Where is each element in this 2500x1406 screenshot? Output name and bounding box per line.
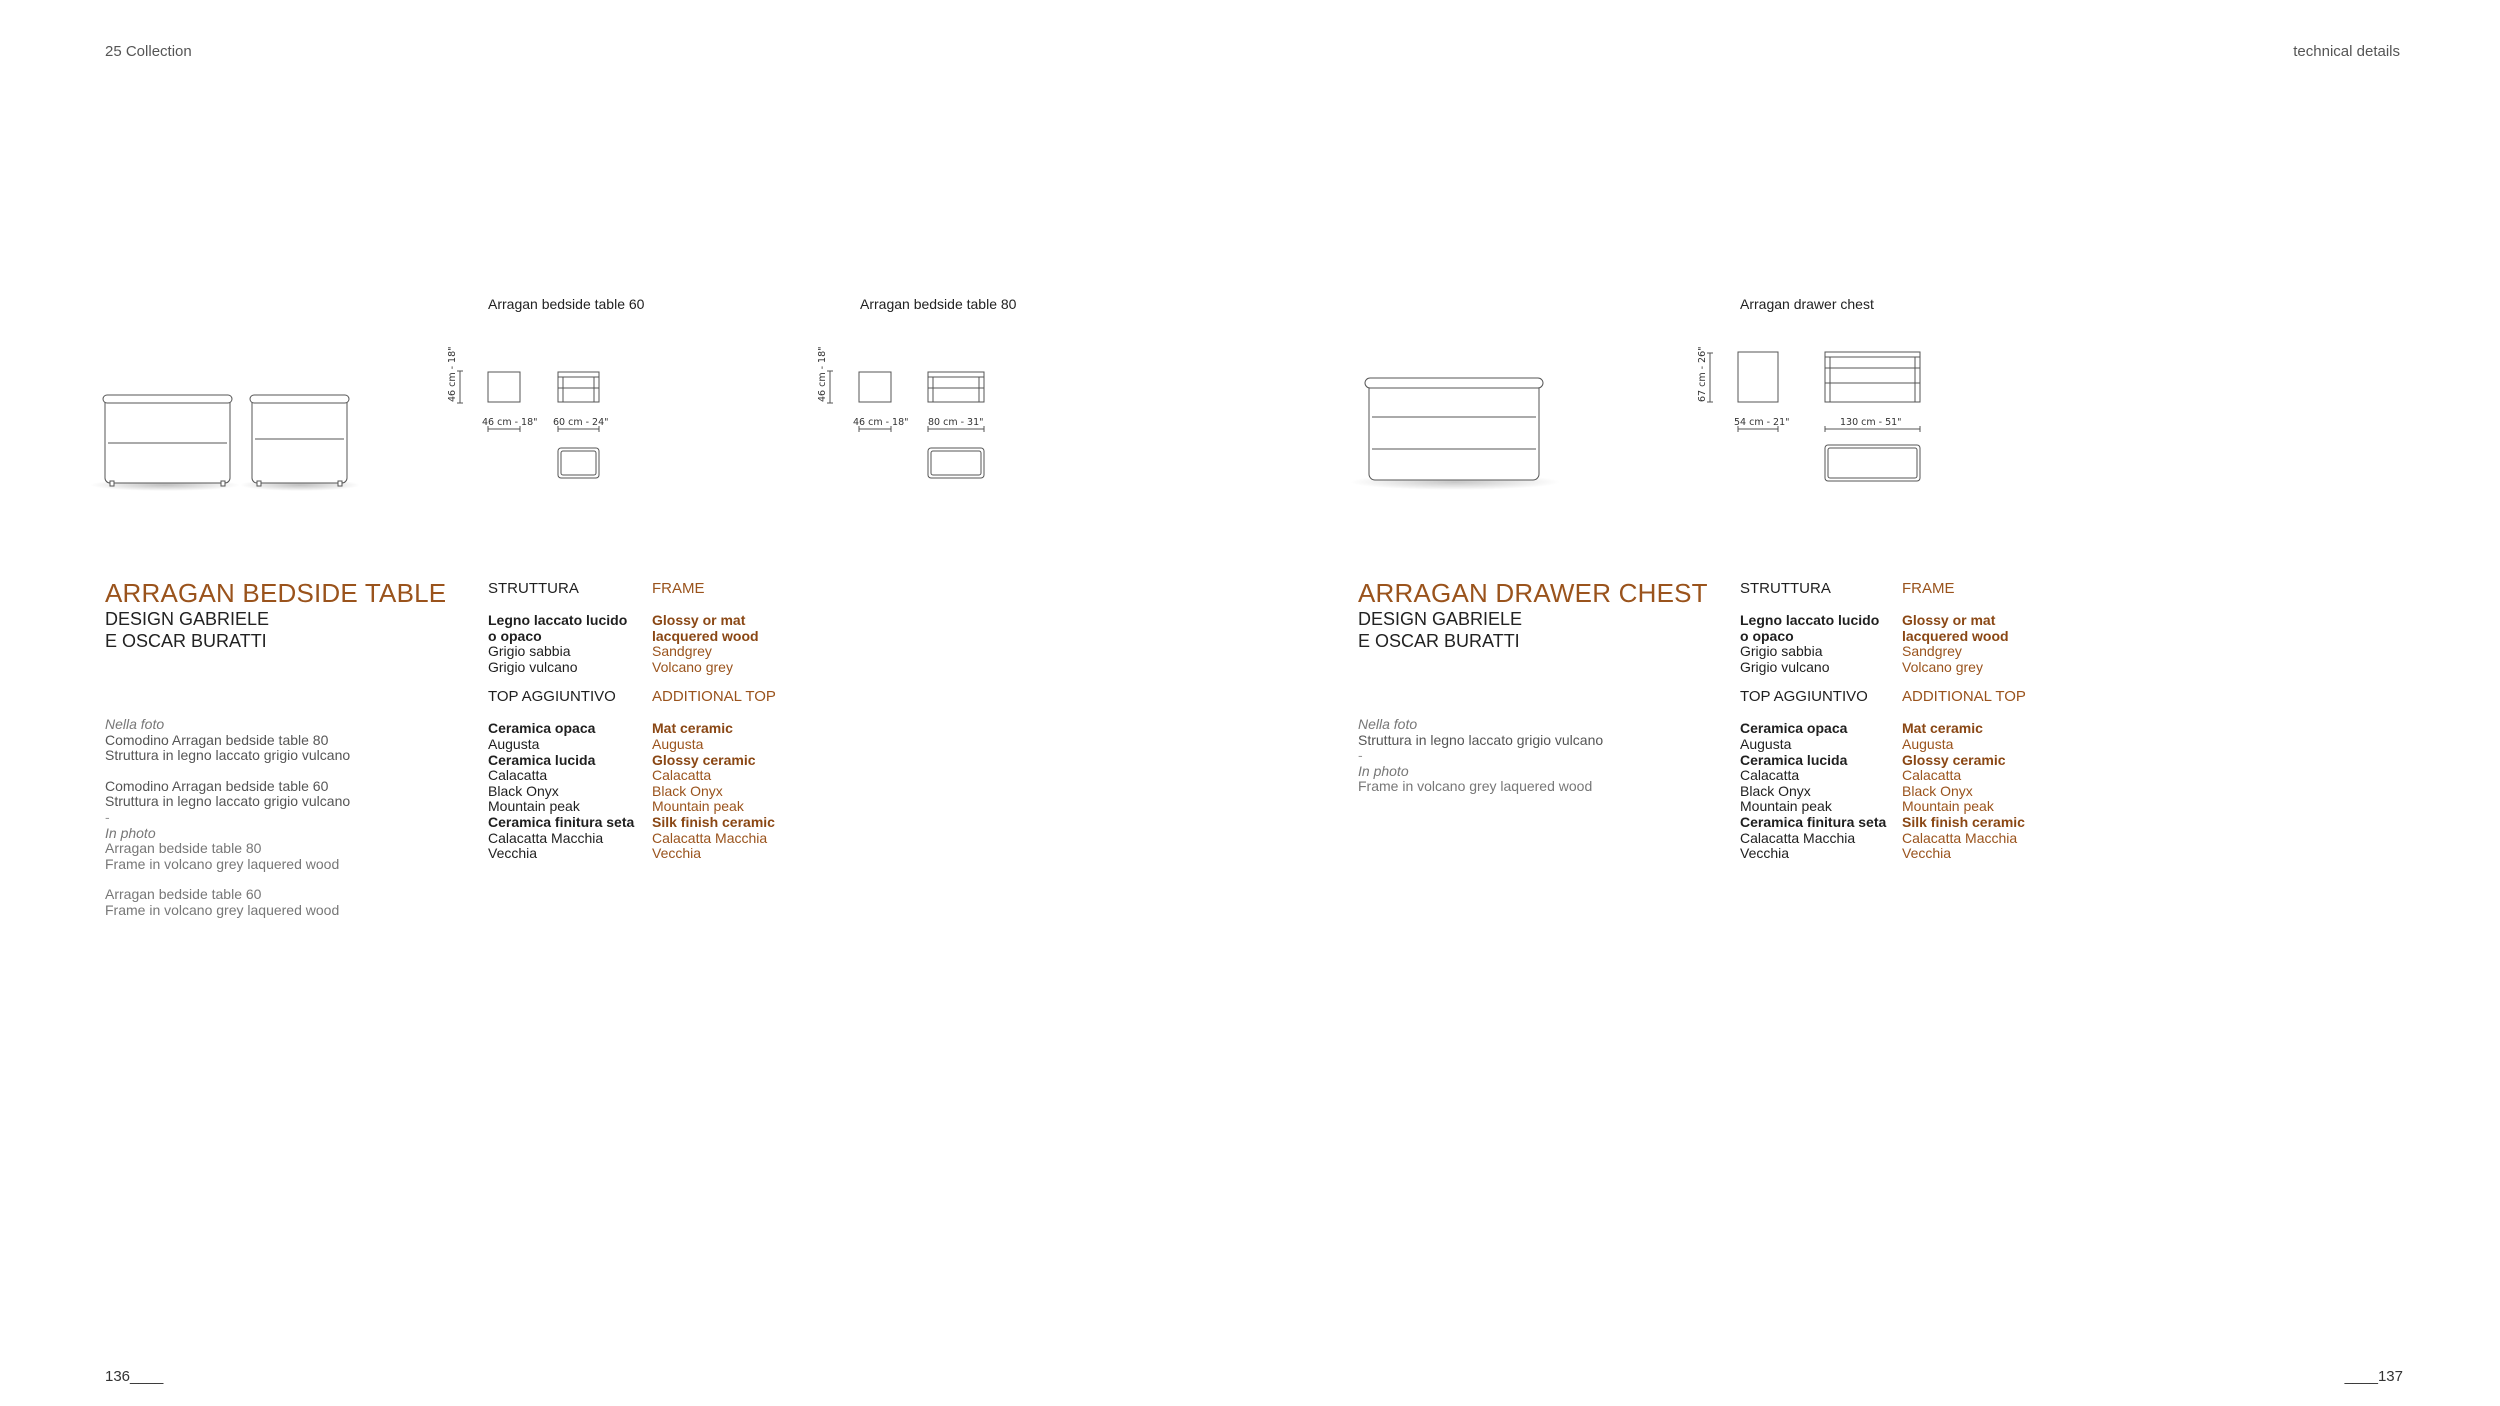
header-section: technical details (2293, 43, 2400, 60)
product-designer-drawer-chest: DESIGN GABRIELE E OSCAR BURATTI (1358, 609, 1523, 651)
dim-height-table-80: 46 cm - 18" (817, 346, 828, 402)
diagram-bedside-table-80 (815, 345, 995, 485)
photo-notes-bedside-table: Nella foto Comodino Arragan bedside table 80 Struttura in legno laccato grigio vulcano Comodino Arragan bedside table 60 Struttura in legno laccato grigio vulcano - In photo Arragan bedside table 80 Frame in volcano grey laquered wood Arragan bedside table 60 Frame in volcano grey laquered wood (105, 716, 351, 918)
diagram-caption-table-60: Arragan bedside table 60 (488, 296, 645, 312)
product-title-drawer-chest: ARRAGAN DRAWER CHEST (1358, 578, 1708, 608)
drawer-chest-photo (1345, 370, 1565, 495)
specs-english-drawer-chest: FRAME Glossy or mat lacquered wood Sandgrey Volcano grey ADDITIONAL TOP Mat ceramic Augusta Glossy ceramic Calacatta Black Onyx Mountain peak Silk finish ceramic Calacatta Macchia Vecchia (1902, 580, 2026, 862)
dim-depth-drawer-chest: 54 cm - 21" (1734, 417, 1790, 428)
dim-width-table-60: 60 cm - 24" (553, 417, 609, 428)
diagram-caption-table-80: Arragan bedside table 80 (860, 296, 1017, 312)
product-title-bedside-table: ARRAGAN BEDSIDE TABLE (105, 578, 447, 608)
page-number-left: 136____ (105, 1368, 164, 1385)
photo-notes-drawer-chest: Nella foto Struttura in legno laccato grigio vulcano - In photo Frame in volcano grey laquered wood (1358, 716, 1604, 795)
bedside-tables-photo (100, 385, 360, 495)
specs-italian-bedside-table: STRUTTURA Legno laccato lucido o opaco Grigio sabbia Grigio vulcano TOP AGGIUNTIVO Ceramica opaca Augusta Ceramica lucida Calacatta Black Onyx Mountain peak Ceramica finitura seta Calacatta Macchia Vecchia (488, 580, 635, 862)
product-designer-bedside-table: DESIGN GABRIELE E OSCAR BURATTI (105, 609, 270, 651)
header-collection: 25 Collection (105, 43, 192, 60)
dim-height-table-60: 46 cm - 18" (447, 346, 458, 402)
diagram-caption-drawer-chest: Arragan drawer chest (1740, 296, 1874, 312)
diagram-drawer-chest (1695, 345, 1935, 485)
specs-english-bedside-table: FRAME Glossy or mat lacquered wood Sandgrey Volcano grey ADDITIONAL TOP Mat ceramic Augusta Glossy ceramic Calacatta Black Onyx Mountain peak Silk finish ceramic Calacatta Macchia Vecchia (652, 580, 776, 862)
dim-width-drawer-chest: 130 cm - 51" (1840, 417, 1902, 428)
diagram-bedside-table-60 (445, 345, 625, 485)
specs-italian-drawer-chest: STRUTTURA Legno laccato lucido o opaco Grigio sabbia Grigio vulcano TOP AGGIUNTIVO Ceramica opaca Augusta Ceramica lucida Calacatta Black Onyx Mountain peak Ceramica finitura seta Calacatta Macchia Vecchia (1740, 580, 1887, 862)
dim-depth-table-80: 46 cm - 18" (853, 417, 909, 428)
page-number-right: ____137 (2344, 1368, 2403, 1385)
dim-width-table-80: 80 cm - 31" (928, 417, 984, 428)
dim-height-drawer-chest: 67 cm - 26" (1697, 346, 1708, 402)
dim-depth-table-60: 46 cm - 18" (482, 417, 538, 428)
